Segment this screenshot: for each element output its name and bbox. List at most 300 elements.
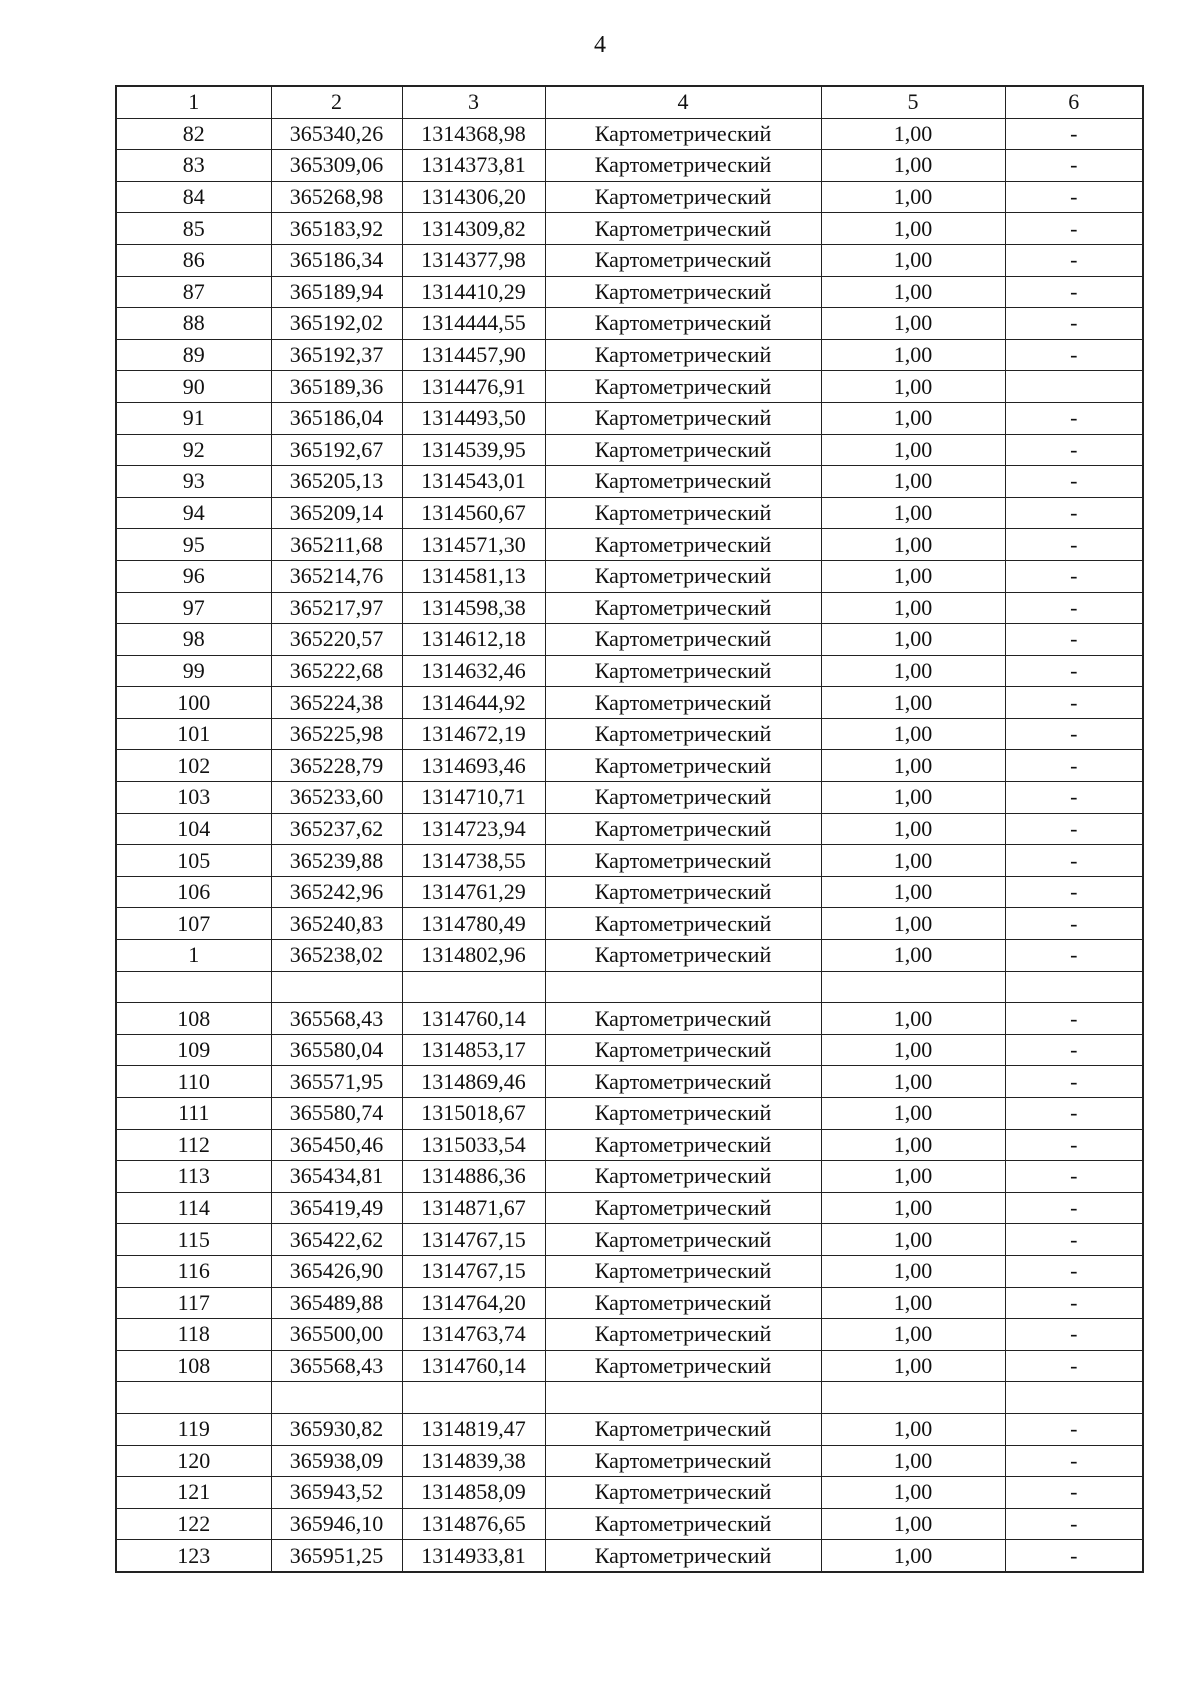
table-row [116, 150, 1143, 182]
table-row [116, 655, 1143, 687]
column-header-6: 6 [1005, 86, 1143, 118]
method-cell: Картометрический [545, 718, 821, 750]
x-coordinate-cell: 365237,62 [271, 813, 402, 845]
y-coordinate-cell: 1314858,09 [402, 1477, 545, 1509]
x-coordinate-cell: 365225,98 [271, 718, 402, 750]
point-number-cell: 117 [116, 1287, 271, 1319]
y-coordinate-cell: 1314710,71 [402, 782, 545, 814]
point-number-cell: 115 [116, 1224, 271, 1256]
method-cell: Картометрический [545, 876, 821, 908]
method-cell [545, 1382, 821, 1414]
accuracy-cell: 1,00 [821, 940, 1005, 972]
accuracy-cell: 1,00 [821, 1066, 1005, 1098]
table-row [116, 308, 1143, 340]
point-number-cell: 86 [116, 244, 271, 276]
method-cell: Картометрический [545, 592, 821, 624]
x-coordinate-cell: 365205,13 [271, 466, 402, 498]
accuracy-cell: 1,00 [821, 718, 1005, 750]
table-header [116, 86, 1143, 118]
table-row [116, 1003, 1143, 1035]
description-cell: - [1005, 876, 1143, 908]
point-number-cell: 95 [116, 529, 271, 561]
page-number: 4 [594, 32, 606, 58]
method-cell: Картометрический [545, 371, 821, 403]
x-coordinate-cell: 365186,04 [271, 402, 402, 434]
method-cell: Картометрический [545, 1098, 821, 1130]
table-body [116, 118, 1143, 1572]
accuracy-cell: 1,00 [821, 1287, 1005, 1319]
table-row [116, 718, 1143, 750]
point-number-cell: 90 [116, 371, 271, 403]
description-cell: - [1005, 150, 1143, 182]
table-row [116, 497, 1143, 529]
x-coordinate-cell: 365419,49 [271, 1192, 402, 1224]
accuracy-cell: 1,00 [821, 1477, 1005, 1509]
y-coordinate-cell: 1314377,98 [402, 244, 545, 276]
table-row [116, 118, 1143, 150]
accuracy-cell: 1,00 [821, 150, 1005, 182]
accuracy-cell: 1,00 [821, 1003, 1005, 1035]
description-cell: - [1005, 1477, 1143, 1509]
description-cell [1005, 1382, 1143, 1414]
accuracy-cell: 1,00 [821, 529, 1005, 561]
accuracy-cell [821, 971, 1005, 1003]
method-cell: Картометрический [545, 782, 821, 814]
point-number-cell: 84 [116, 181, 271, 213]
x-coordinate-cell: 365946,10 [271, 1508, 402, 1540]
method-cell: Картометрический [545, 1287, 821, 1319]
point-number-cell: 109 [116, 1034, 271, 1066]
point-number-cell: 94 [116, 497, 271, 529]
separator-row [116, 971, 1143, 1003]
y-coordinate-cell: 1314819,47 [402, 1413, 545, 1445]
accuracy-cell: 1,00 [821, 1350, 1005, 1382]
accuracy-cell: 1,00 [821, 1098, 1005, 1130]
method-cell: Картометрический [545, 1413, 821, 1445]
method-cell: Картометрический [545, 1508, 821, 1540]
x-coordinate-cell: 365209,14 [271, 497, 402, 529]
x-coordinate-cell: 365224,38 [271, 687, 402, 719]
table-row [116, 1098, 1143, 1130]
point-number-cell: 82 [116, 118, 271, 150]
coordinates-table [115, 85, 1144, 1573]
description-cell [1005, 971, 1143, 1003]
table-row [116, 1413, 1143, 1445]
y-coordinate-cell: 1314457,90 [402, 339, 545, 371]
method-cell: Картометрический [545, 1034, 821, 1066]
method-cell: Картометрический [545, 1192, 821, 1224]
y-coordinate-cell: 1314853,17 [402, 1034, 545, 1066]
x-coordinate-cell: 365426,90 [271, 1255, 402, 1287]
x-coordinate-cell: 365214,76 [271, 560, 402, 592]
method-cell: Картометрический [545, 813, 821, 845]
method-cell [545, 971, 821, 1003]
accuracy-cell: 1,00 [821, 371, 1005, 403]
y-coordinate-cell: 1314869,46 [402, 1066, 545, 1098]
x-coordinate-cell: 365220,57 [271, 624, 402, 656]
method-cell: Картометрический [545, 908, 821, 940]
point-number-cell: 105 [116, 845, 271, 877]
point-number-cell: 116 [116, 1255, 271, 1287]
point-number-cell: 110 [116, 1066, 271, 1098]
y-coordinate-cell: 1314802,96 [402, 940, 545, 972]
accuracy-cell: 1,00 [821, 118, 1005, 150]
description-cell: - [1005, 1413, 1143, 1445]
y-coordinate-cell: 1314476,91 [402, 371, 545, 403]
y-coordinate-cell: 1314539,95 [402, 434, 545, 466]
accuracy-cell: 1,00 [821, 908, 1005, 940]
table-row [116, 244, 1143, 276]
table-row [116, 1161, 1143, 1193]
description-cell: - [1005, 908, 1143, 940]
description-cell: - [1005, 402, 1143, 434]
point-number-cell: 114 [116, 1192, 271, 1224]
description-cell: - [1005, 940, 1143, 972]
accuracy-cell: 1,00 [821, 1224, 1005, 1256]
description-cell: - [1005, 1540, 1143, 1572]
y-coordinate-cell: 1314598,38 [402, 592, 545, 624]
accuracy-cell: 1,00 [821, 687, 1005, 719]
y-coordinate-cell: 1314760,14 [402, 1350, 545, 1382]
x-coordinate-cell: 365189,36 [271, 371, 402, 403]
table-row [116, 782, 1143, 814]
x-coordinate-cell: 365434,81 [271, 1161, 402, 1193]
description-cell: - [1005, 592, 1143, 624]
column-header-4: 4 [545, 86, 821, 118]
method-cell: Картометрический [545, 1224, 821, 1256]
point-number-cell: 96 [116, 560, 271, 592]
x-coordinate-cell: 365240,83 [271, 908, 402, 940]
x-coordinate-cell: 365228,79 [271, 750, 402, 782]
y-coordinate-cell: 1314886,36 [402, 1161, 545, 1193]
method-cell: Картометрический [545, 402, 821, 434]
point-number-cell: 92 [116, 434, 271, 466]
table-row [116, 1066, 1143, 1098]
point-number-cell: 119 [116, 1413, 271, 1445]
accuracy-cell: 1,00 [821, 624, 1005, 656]
method-cell: Картометрический [545, 1161, 821, 1193]
x-coordinate-cell: 365186,34 [271, 244, 402, 276]
y-coordinate-cell: 1314764,20 [402, 1287, 545, 1319]
point-number-cell: 121 [116, 1477, 271, 1509]
accuracy-cell: 1,00 [821, 1129, 1005, 1161]
accuracy-cell: 1,00 [821, 845, 1005, 877]
table-row [116, 876, 1143, 908]
accuracy-cell: 1,00 [821, 750, 1005, 782]
x-coordinate-cell: 365192,02 [271, 308, 402, 340]
description-cell: - [1005, 339, 1143, 371]
y-coordinate-cell: 1314761,29 [402, 876, 545, 908]
description-cell: - [1005, 718, 1143, 750]
method-cell: Картометрический [545, 181, 821, 213]
accuracy-cell: 1,00 [821, 1445, 1005, 1477]
point-number-cell: 103 [116, 782, 271, 814]
y-coordinate-cell: 1314560,67 [402, 497, 545, 529]
table-row [116, 750, 1143, 782]
x-coordinate-cell: 365238,02 [271, 940, 402, 972]
accuracy-cell: 1,00 [821, 434, 1005, 466]
method-cell: Картометрический [545, 276, 821, 308]
description-cell: - [1005, 434, 1143, 466]
table-row [116, 1034, 1143, 1066]
x-coordinate-cell: 365183,92 [271, 213, 402, 245]
y-coordinate-cell: 1314760,14 [402, 1003, 545, 1035]
method-cell: Картометрический [545, 339, 821, 371]
point-number-cell: 104 [116, 813, 271, 845]
header-row [116, 86, 1143, 118]
table-row [116, 1477, 1143, 1509]
method-cell: Картометрический [545, 434, 821, 466]
x-coordinate-cell: 365580,04 [271, 1034, 402, 1066]
method-cell: Картометрический [545, 1350, 821, 1382]
table-row [116, 940, 1143, 972]
description-cell: - [1005, 1319, 1143, 1351]
x-coordinate-cell: 365489,88 [271, 1287, 402, 1319]
accuracy-cell: 1,00 [821, 244, 1005, 276]
y-coordinate-cell: 1314672,19 [402, 718, 545, 750]
description-cell: - [1005, 560, 1143, 592]
point-number-cell: 112 [116, 1129, 271, 1161]
table-row [116, 371, 1143, 403]
description-cell: - [1005, 213, 1143, 245]
method-cell: Картометрический [545, 1003, 821, 1035]
table-row [116, 592, 1143, 624]
description-cell [1005, 371, 1143, 403]
x-coordinate-cell: 365930,82 [271, 1413, 402, 1445]
table-row [116, 1224, 1143, 1256]
x-coordinate-cell: 365943,52 [271, 1477, 402, 1509]
description-cell: - [1005, 497, 1143, 529]
description-cell: - [1005, 1255, 1143, 1287]
y-coordinate-cell [402, 1382, 545, 1414]
method-cell: Картометрический [545, 1066, 821, 1098]
y-coordinate-cell: 1314876,65 [402, 1508, 545, 1540]
table-row [116, 1287, 1143, 1319]
point-number-cell: 91 [116, 402, 271, 434]
description-cell: - [1005, 1161, 1143, 1193]
x-coordinate-cell: 365340,26 [271, 118, 402, 150]
y-coordinate-cell: 1314543,01 [402, 466, 545, 498]
point-number-cell: 101 [116, 718, 271, 750]
method-cell: Картометрический [545, 750, 821, 782]
accuracy-cell: 1,00 [821, 1508, 1005, 1540]
method-cell: Картометрический [545, 529, 821, 561]
table-row [116, 1445, 1143, 1477]
method-cell: Картометрический [545, 244, 821, 276]
method-cell: Картометрический [545, 1540, 821, 1572]
description-cell: - [1005, 1003, 1143, 1035]
y-coordinate-cell: 1314738,55 [402, 845, 545, 877]
description-cell: - [1005, 308, 1143, 340]
accuracy-cell: 1,00 [821, 813, 1005, 845]
x-coordinate-cell: 365192,37 [271, 339, 402, 371]
y-coordinate-cell: 1314612,18 [402, 624, 545, 656]
description-cell: - [1005, 244, 1143, 276]
table-row [116, 845, 1143, 877]
point-number-cell: 87 [116, 276, 271, 308]
table-row [116, 529, 1143, 561]
y-coordinate-cell: 1314632,46 [402, 655, 545, 687]
accuracy-cell: 1,00 [821, 1255, 1005, 1287]
table-row [116, 624, 1143, 656]
method-cell: Картометрический [545, 150, 821, 182]
y-coordinate-cell: 1314306,20 [402, 181, 545, 213]
description-cell: - [1005, 1129, 1143, 1161]
x-coordinate-cell [271, 971, 402, 1003]
accuracy-cell: 1,00 [821, 276, 1005, 308]
y-coordinate-cell [402, 971, 545, 1003]
description-cell: - [1005, 1034, 1143, 1066]
x-coordinate-cell: 365568,43 [271, 1350, 402, 1382]
x-coordinate-cell: 365580,74 [271, 1098, 402, 1130]
accuracy-cell: 1,00 [821, 782, 1005, 814]
method-cell: Картометрический [545, 497, 821, 529]
x-coordinate-cell: 365268,98 [271, 181, 402, 213]
point-number-cell: 93 [116, 466, 271, 498]
description-cell: - [1005, 655, 1143, 687]
column-header-2: 2 [271, 86, 402, 118]
description-cell: - [1005, 529, 1143, 561]
y-coordinate-cell: 1314368,98 [402, 118, 545, 150]
description-cell: - [1005, 845, 1143, 877]
x-coordinate-cell: 365571,95 [271, 1066, 402, 1098]
y-coordinate-cell: 1314644,92 [402, 687, 545, 719]
method-cell: Картометрический [545, 1255, 821, 1287]
x-coordinate-cell: 365233,60 [271, 782, 402, 814]
y-coordinate-cell: 1314839,38 [402, 1445, 545, 1477]
accuracy-cell: 1,00 [821, 1319, 1005, 1351]
accuracy-cell: 1,00 [821, 181, 1005, 213]
table-row [116, 1129, 1143, 1161]
method-cell: Картометрический [545, 308, 821, 340]
y-coordinate-cell: 1314871,67 [402, 1192, 545, 1224]
y-coordinate-cell: 1314763,74 [402, 1319, 545, 1351]
x-coordinate-cell: 365192,67 [271, 434, 402, 466]
point-number-cell [116, 1382, 271, 1414]
y-coordinate-cell: 1314444,55 [402, 308, 545, 340]
table-row [116, 1508, 1143, 1540]
point-number-cell: 107 [116, 908, 271, 940]
method-cell: Картометрический [545, 940, 821, 972]
point-number-cell: 123 [116, 1540, 271, 1572]
method-cell: Картометрический [545, 845, 821, 877]
description-cell: - [1005, 276, 1143, 308]
accuracy-cell: 1,00 [821, 1034, 1005, 1066]
table-row [116, 813, 1143, 845]
description-cell: - [1005, 181, 1143, 213]
x-coordinate-cell: 365309,06 [271, 150, 402, 182]
accuracy-cell: 1,00 [821, 592, 1005, 624]
x-coordinate-cell: 365422,62 [271, 1224, 402, 1256]
y-coordinate-cell: 1314410,29 [402, 276, 545, 308]
accuracy-cell: 1,00 [821, 876, 1005, 908]
y-coordinate-cell: 1314767,15 [402, 1255, 545, 1287]
method-cell: Картометрический [545, 213, 821, 245]
method-cell: Картометрический [545, 560, 821, 592]
method-cell: Картометрический [545, 1445, 821, 1477]
table-row [116, 1192, 1143, 1224]
description-cell: - [1005, 1508, 1143, 1540]
x-coordinate-cell: 365189,94 [271, 276, 402, 308]
description-cell: - [1005, 466, 1143, 498]
x-coordinate-cell: 365242,96 [271, 876, 402, 908]
x-coordinate-cell: 365938,09 [271, 1445, 402, 1477]
accuracy-cell: 1,00 [821, 213, 1005, 245]
description-cell: - [1005, 687, 1143, 719]
x-coordinate-cell: 365450,46 [271, 1129, 402, 1161]
table-row [116, 339, 1143, 371]
table-row [116, 560, 1143, 592]
x-coordinate-cell: 365217,97 [271, 592, 402, 624]
x-coordinate-cell: 365211,68 [271, 529, 402, 561]
description-cell: - [1005, 750, 1143, 782]
y-coordinate-cell: 1314693,46 [402, 750, 545, 782]
point-number-cell: 113 [116, 1161, 271, 1193]
table-row [116, 434, 1143, 466]
description-cell: - [1005, 1287, 1143, 1319]
table-row [116, 687, 1143, 719]
table-row [116, 276, 1143, 308]
separator-row [116, 1382, 1143, 1414]
y-coordinate-cell: 1314723,94 [402, 813, 545, 845]
point-number-cell: 97 [116, 592, 271, 624]
x-coordinate-cell: 365568,43 [271, 1003, 402, 1035]
method-cell: Картометрический [545, 687, 821, 719]
point-number-cell: 108 [116, 1350, 271, 1382]
table-row [116, 1319, 1143, 1351]
accuracy-cell: 1,00 [821, 1540, 1005, 1572]
table-row [116, 1350, 1143, 1382]
accuracy-cell: 1,00 [821, 402, 1005, 434]
point-number-cell: 88 [116, 308, 271, 340]
point-number-cell: 120 [116, 1445, 271, 1477]
point-number-cell: 106 [116, 876, 271, 908]
point-number-cell: 102 [116, 750, 271, 782]
y-coordinate-cell: 1315018,67 [402, 1098, 545, 1130]
y-coordinate-cell: 1314780,49 [402, 908, 545, 940]
accuracy-cell: 1,00 [821, 339, 1005, 371]
point-number-cell: 83 [116, 150, 271, 182]
point-number-cell: 108 [116, 1003, 271, 1035]
y-coordinate-cell: 1314309,82 [402, 213, 545, 245]
y-coordinate-cell: 1314493,50 [402, 402, 545, 434]
accuracy-cell [821, 1382, 1005, 1414]
x-coordinate-cell: 365222,68 [271, 655, 402, 687]
table-row [116, 181, 1143, 213]
x-coordinate-cell: 365500,00 [271, 1319, 402, 1351]
table-row [116, 402, 1143, 434]
description-cell: - [1005, 118, 1143, 150]
point-number-cell: 99 [116, 655, 271, 687]
table-row [116, 1255, 1143, 1287]
method-cell: Картометрический [545, 118, 821, 150]
method-cell: Картометрический [545, 1477, 821, 1509]
accuracy-cell: 1,00 [821, 308, 1005, 340]
point-number-cell: 89 [116, 339, 271, 371]
description-cell: - [1005, 1224, 1143, 1256]
table-row [116, 1540, 1143, 1572]
point-number-cell: 118 [116, 1319, 271, 1351]
accuracy-cell: 1,00 [821, 1192, 1005, 1224]
point-number-cell: 111 [116, 1098, 271, 1130]
table-row [116, 908, 1143, 940]
method-cell: Картометрический [545, 624, 821, 656]
point-number-cell: 100 [116, 687, 271, 719]
accuracy-cell: 1,00 [821, 655, 1005, 687]
y-coordinate-cell: 1314933,81 [402, 1540, 545, 1572]
x-coordinate-cell: 365951,25 [271, 1540, 402, 1572]
description-cell: - [1005, 1066, 1143, 1098]
